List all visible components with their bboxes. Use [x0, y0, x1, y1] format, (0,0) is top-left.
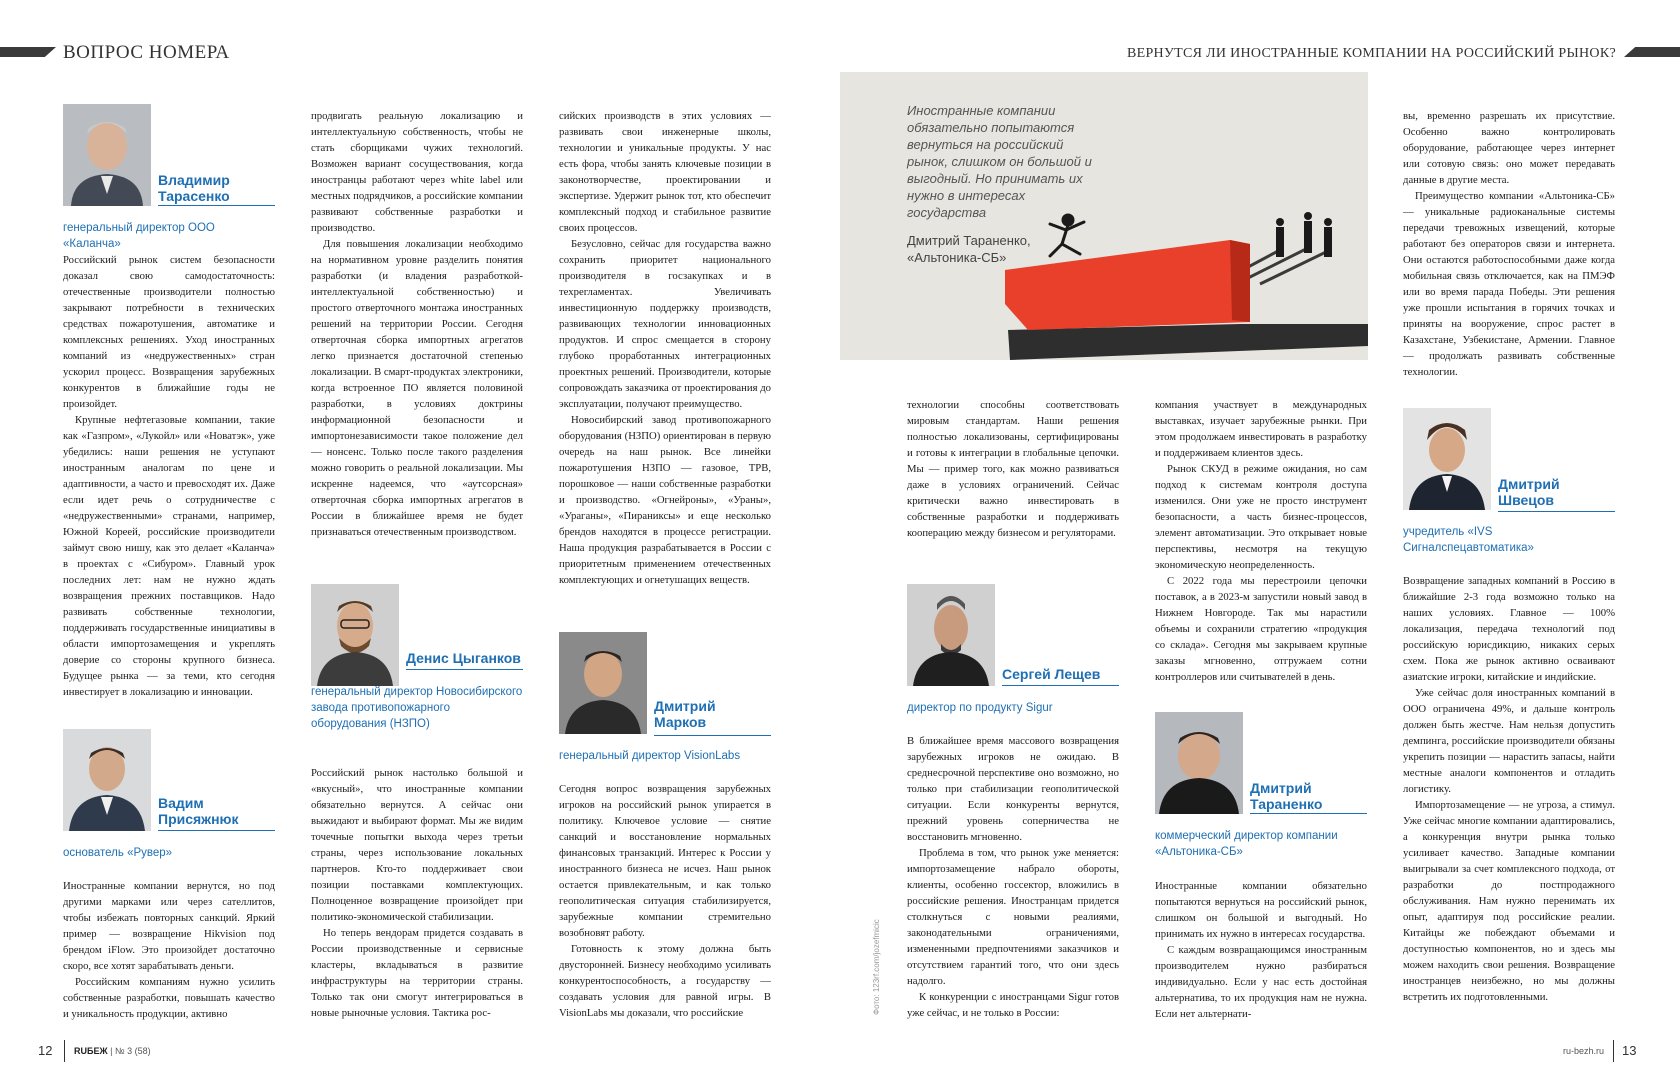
person-role: генеральный директор ООО «Каланча» — [63, 222, 215, 250]
paragraph: вы, временно разрешать их присутствие. Особенно важно контролировать оборудование, работающее через интернет или сотовую связь: оно может передавать данные в другие места. — [1403, 110, 1615, 186]
column-3b — [559, 781, 771, 1021]
page-number-left: 12 — [38, 1043, 53, 1058]
name-underline — [1250, 813, 1367, 814]
issue-number: № 3 (58) — [114, 1046, 151, 1056]
portrait-photo — [1403, 408, 1491, 510]
footer-magazine — [74, 1046, 151, 1056]
issue-sep: | — [110, 1046, 115, 1056]
person-tarasenko — [63, 104, 275, 224]
column-4b — [907, 733, 1119, 1021]
paragraph: компания участвует в международных выставках, изучает зарубежные рынки. При этом продолжаем инвестировать в разработку и поддерживаем клиентов здесь. — [1155, 399, 1367, 459]
paragraph: В ближайшее время массового возвращения зарубежных игроков не ожидаю. В среднесрочной перспективе оно возможно, но только при стабилизации геополитической ситуации. Если конкуренты вернутся, прежний уровень соперничества не восстановить мгновенно. — [907, 735, 1119, 843]
paragraph: технологии способны соответствовать мировым стандартам. Наши решения полностью локализованы, сертифицированы и готовы к интеграции в глобальные цепочки. Мы — пример того, как можно развиваться даже в условиях ограничений. Сейчас критически важно инвестировать в собственные разработки и поддерживать кооперацию между бизнесом и регуляторами. — [907, 399, 1119, 539]
person-role: генеральный директор Новосибирского завода противопожарного оборудования (НЗПО) — [311, 686, 523, 730]
person-role: генеральный директор VisionLabs — [559, 750, 741, 762]
header-bar-left — [0, 47, 56, 57]
name-underline — [654, 735, 771, 736]
name-underline — [1002, 685, 1119, 686]
portrait-photo — [907, 584, 995, 686]
paragraph: продвигать реальную локализацию и интеллектуальную собственность, чтобы не стать сборщиками чужих технологий. Возможен вариант сосуществования, когда иностранцы работают через white label или местных подрядчиков, а российские компании развивают собственные разработки и производство. — [311, 110, 524, 234]
name-underline — [406, 669, 523, 670]
paragraph: Крупные нефтегазовые компании, такие как «Газпром», «Лукойл» или «Новатэк», уже убедились: наши решения не уступают иностранным аналогам по цене и адаптивности, а часто и превосходят их. Даже если идет речь о сотрудничестве с «недружественными» странами, например, Южной Кореей, российские производители займут свою нишу, как это делает «Каланча» в проектах с «Сибуром». Главный урок последних лет: нам не нужно ждать возвращения прежних поставщиков. Надо развивать собственные технологии, поддерживать государственные инициативы в области импортозамещения и укреплять доверие со стороны крупного бизнеса. Будущее рынка — за теми, кто сегодня инвестирует в локализацию и инновации. — [63, 414, 275, 698]
paragraph: С каждым возвращающимся иностранным производителем нужно разбираться индивидуально. Если у нас есть достойная альтернатива, то их продукция нам не нужна. Если нет альтернати- — [1155, 944, 1367, 1020]
person-markov — [559, 632, 771, 736]
paragraph: Преимущество компании «Альтоника-СБ» — уникальные радиоканальные системы передачи тревожных извещений, которые работают без операторов связи и интернета. Они остаются работоспособными даже когда мобильная связь отключается, как на ПМЭФ или во время парада Победы. Эти решения уже прошли испытания в горячих точках и приняты на вооружение, спрос растет в Казахстане, Узбекистане, Армении. Главное — продолжать развивать собственные технологии. — [1403, 190, 1615, 378]
column-1b — [63, 878, 275, 1022]
name-underline — [158, 205, 275, 206]
person-role: коммерческий директор компании «Альтоника-СБ» — [1155, 830, 1338, 858]
person-name: Вадим Присяжнюк — [158, 795, 239, 827]
paragraph: К конкуренции с иностранцами Sigur готов уже сейчас, и не только в России: — [907, 991, 1119, 1019]
person-tsygankov — [311, 584, 523, 688]
footer-divider — [64, 1040, 65, 1062]
name-underline — [158, 830, 275, 831]
portrait-photo — [559, 632, 647, 734]
person-taranenko — [1155, 712, 1367, 816]
paragraph: Безусловно, сейчас для государства важно сохранить приоритет национального производителя в госзакупках и в техрегламентах. Увеличивать инвестиционную поддержку производств, развивающих технологии инновационных продуктов. И спрос смещается в сторону глубоко проработанных интеграционных проектных решений. Производители, которые сопровождать заказчика от проектирования до эксплуатации, получают преимущество. — [559, 238, 771, 410]
paragraph: Импортозамещение — не угроза, а стимул. Уже сейчас многие компании адаптировались, а конкуренция внутри рынка только усиливает качество. Западные компании выигрывали за счет комплексного подхода, от разработки до постпродажного обслуживания. Нам нужно перенимать их опыт, адаптируя под российские реалии. Китайцы же побеждают объемами и доступностью компонентов, но и здесь мы можем находить свои решения. Возвращение иностранцев неизбежно, но мы должны встретить их подготовленными. — [1403, 799, 1615, 1003]
pull-quote-author: Дмитрий Тараненко, «Альтоника-СБ» — [907, 233, 1031, 265]
name-underline — [1498, 511, 1615, 512]
paragraph: Иностранные компании вернутся, но под другими марками или через сателлитов, чтобы избежать повторных санкций. Яркий пример — возвращение Hikvision под брендом iFlow. Это произойдет достаточно скоро, все хотят зарабатывать деньги. — [63, 880, 275, 972]
paragraph: Рынок СКУД в режиме ожидания, но сам подход к системам контроля доступа изменился. Они уже не просто инструмент безопасности, а часть бизнес-процессов, элемент автоматизации. Это открывает новые перспективы, несмотря на текущую экономическую неопределенность. — [1155, 463, 1367, 571]
paragraph: Но теперь вендорам придется создавать в России производственные и сервисные кластеры, вкладываться в развитие инфраструктуры на территории страны. Только так они смогут интегрироваться в новые рыночные условия. Тактика рос- — [311, 927, 523, 1019]
article-title: ВЕРНУТСЯ ЛИ ИНОСТРАННЫЕ КОМПАНИИ НА РОССИЙСКИЙ РЫНОК? — [1126, 46, 1616, 61]
column-1a — [63, 252, 275, 700]
header-bar-right — [1624, 47, 1680, 57]
column-2b — [311, 765, 523, 1021]
quote-illustration — [840, 72, 1368, 360]
person-role: основатель «Рувер» — [63, 847, 173, 859]
person-role: учредитель «IVS Сигналспецавтоматика» — [1403, 526, 1534, 554]
person-leshchev — [907, 584, 1119, 688]
paragraph: Для повышения локализации необходимо на нормативном уровне разделить понятия разработки (и владения разработкой-интеллектуальной собственностью) и простого отверточного монтажа иностранных решений на территории России. Сегодня отверточная сборка импортных агрегатов легко признается достаточной степенью локализации. В смарт-продуктах электроники, когда встроенное ПО является половиной разработки, в условиях доктрины информационной безопасности и импортонезависимости такое положение дел — нонсенс. Только после такого разделения можно говорить о реальной локализации. Мы искренне надеемся, что «аутсорсная» отверточная сборка импортных агрегатов в России в ближайшее время не будет признаваться отечественным производством. — [311, 238, 524, 538]
portrait-photo — [63, 104, 151, 206]
column-3a — [559, 108, 771, 588]
footer-divider — [1613, 1040, 1614, 1062]
paragraph: С 2022 года мы перестроили цепочки поставок, а в 2023-м запустили новый завод в Нижнем Новгороде. Так мы нарастили объемы и сохранили стратегию «продукция со склада». Сегодня мы закрываем крупные заказы мгновенно, отгружаем сотни контроллеров или считывателей в день. — [1155, 575, 1367, 683]
paragraph: Российским компаниям нужно усилить собственные разработки, повышать качество и уникальность продукции, активно — [63, 976, 275, 1020]
magazine-name: RUБЕЖ — [74, 1046, 108, 1056]
column-6a — [1403, 108, 1615, 380]
red-wall-illustration — [840, 72, 1368, 360]
paragraph: Готовность к этому должна быть двусторонней. Бизнесу необходимо усиливать конкурентоспособность, а государству — создавать условия для равной игры. В VisionLabs мы доказали, что российские — [559, 943, 771, 1019]
person-prisyazhnyuk — [63, 729, 275, 833]
person-name: Дмитрий Тараненко — [1250, 780, 1323, 812]
paragraph: Возвращение западных компаний в Россию в ближайшие 2-3 года возможно только на наших условиях. Главное — 100% локализация, передача технологий под российскую юрисдикцию, никаких серых схем. Пока же рынок активно осваивают азиатские игроки, китайские и индийские. — [1403, 575, 1615, 683]
person-name: Дмитрий Марков — [654, 698, 716, 730]
section-title: ВОПРОС НОМЕРА — [63, 42, 230, 63]
person-name: Дмитрий Швецов — [1498, 476, 1560, 508]
paragraph: Иностранные компании обязательно попытаются вернуться на российский рынок, слишком он большой и выгодный. Но принимать их нужно в интересах государства. — [1155, 880, 1367, 940]
paragraph: сийских производств в этих условиях — развивать свои инженерные школы, технологии и уникальные продукты. У нас есть фора, чтобы занять ключевые позиции в законотворчестве, проектировании и экспертизе. Удержит рынок тот, кто обеспечит комплексный подход и стабильное развитие своих процессов. — [559, 110, 771, 234]
column-5a — [1155, 397, 1367, 685]
paragraph: Российский рынок настолько большой и «вкусный», что иностранные компании обязательно вернутся. А сейчас они выжидают и выбирают формат. Мы же видим точечные попытки выхода через третьи страны, через использование локальных партнеров. Кто-то поддерживает свои позиции поставками комплектующих. Полноценное возвращение произойдет при политико-экономической стабилизации. — [311, 767, 523, 923]
photo-credit: Фото: 123rf.com/jozefmicic — [872, 919, 881, 1015]
paragraph: Новосибирский завод противопожарного оборудования (НЗПО) ориентирован в первую очередь на наш рынок. Все линейки пожаротушения НЗПО — газовое, ТРВ, порошковое — наши собственные разработки и производство. «Огнейроны», «Ураны», «Ураганы», «Пираниксы» и еще несколько брендов находятся в процессе регистрации. Наша продукция разрабатывается в России с приоритетным применением отечественных комплектующих и огнетушащих веществ. — [559, 414, 771, 586]
paragraph: Сегодня вопрос возвращения зарубежных игроков на российский рынок упирается в политику. Ключевое условие — снятие санкций и восстановление нормальных финансовых транзакций. Интерес к России у иностранного бизнеса не исчез. Наш рынок остается привлекательным, и как только геополитическая ситуация стабилизируется, зарубежные компании стремительно возобновят работу. — [559, 783, 771, 939]
paragraph: Уже сейчас доля иностранных компаний в ООО ограничена 49%, и дальше контроль должен быть жестче. Нам нельзя допустить демпинга, российские производители обязаны укрепить позиции — нарастить запасы, найти местные аналоги компонентов и отладить логистику. — [1403, 687, 1615, 795]
column-5b — [1155, 878, 1367, 1022]
page-number-right: 13 — [1622, 1043, 1637, 1058]
portrait-photo — [63, 729, 151, 831]
person-name: Владимир Тарасенко — [158, 172, 230, 204]
person-name: Сергей Лещев — [1002, 666, 1101, 682]
portrait-photo — [311, 584, 399, 686]
paragraph: Проблема в том, что рынок уже меняется: импортозамещение набрало обороты, клиенты, особенно госсектор, вложились в российские решения. Иностранцам придется столкнуться с новыми реалиями, законодательными ограничениями, измененными предпочтениями заказчиков и отсутствием гарантий того, что они здесь надолго. — [907, 847, 1119, 987]
paragraph: Российский рынок систем безопасности доказал свою самодостаточность: отечественные производители полностью закрывают потребности в технических средствах пожаротушения, автоматике и комплексных решениях. Уход иностранных компаний из «недружественных» стран ускорил процесс. Возвращения зарубежных конкурентов в ближайшие годы не произойдет. — [63, 254, 275, 410]
column-4a — [907, 397, 1119, 541]
pull-quote: Иностранные компании обязательно попытаются вернуться на российский рынок, слишком он большой и выгодный. Но принимать их нужно в интересах государства — [907, 103, 1092, 220]
person-name: Денис Цыганков — [406, 650, 521, 666]
footer-site: ru-bezh.ru — [1563, 1046, 1605, 1056]
portrait-photo — [1155, 712, 1243, 814]
column-6b — [1403, 573, 1615, 1005]
column-2a — [311, 108, 523, 540]
person-role: директор по продукту Sigur — [907, 702, 1053, 714]
person-shvetsov — [1403, 408, 1615, 512]
